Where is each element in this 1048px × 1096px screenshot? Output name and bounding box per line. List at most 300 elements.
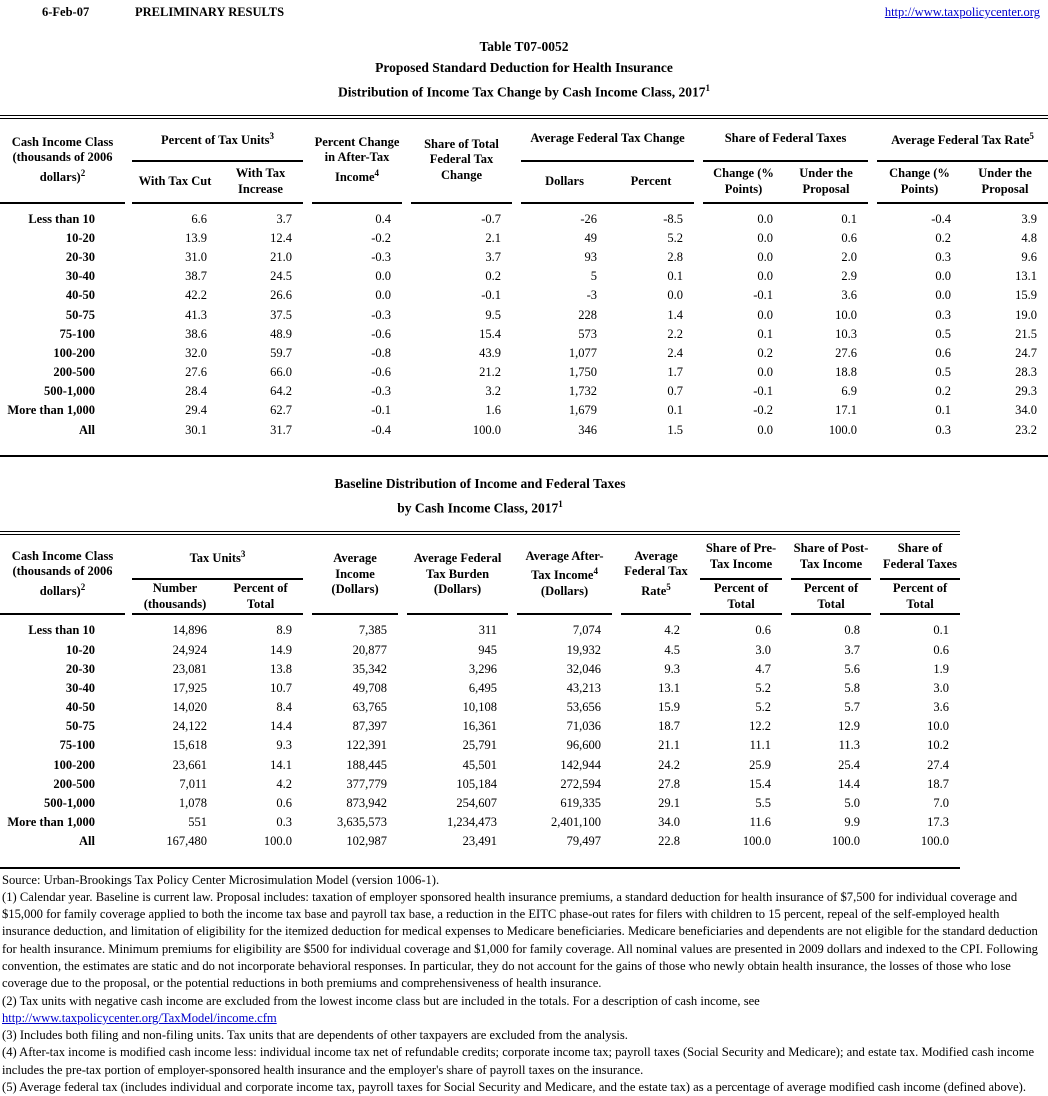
cell-value: 18.7	[621, 717, 691, 736]
cell-value: 14,896	[132, 614, 218, 640]
spacer	[303, 286, 312, 305]
spacer	[512, 382, 521, 401]
spacer	[871, 756, 880, 775]
cell-value: -0.3	[312, 248, 402, 267]
cell-value: 0.6	[700, 614, 782, 640]
spacer	[398, 736, 407, 755]
spacer	[125, 117, 132, 203]
cell-value: 14.4	[218, 717, 303, 736]
spacer	[691, 775, 700, 794]
cell-value: 15.4	[411, 325, 512, 344]
cell-value: 5.6	[791, 660, 871, 679]
cell-value: 9.5	[411, 305, 512, 324]
spacer	[694, 401, 703, 420]
cell-value: 945	[407, 640, 508, 659]
cell-value: 0.3	[218, 813, 303, 832]
cell-value: 0.1	[877, 401, 962, 420]
spacer	[691, 533, 700, 614]
table-row	[0, 717, 960, 736]
spacer	[125, 401, 132, 420]
table-row	[0, 382, 1048, 401]
cell-value: 1,679	[521, 401, 608, 420]
spacer	[402, 421, 411, 440]
cell-value: 7.0	[880, 794, 960, 813]
cell-value: 48.9	[218, 325, 303, 344]
table-row	[0, 640, 960, 659]
cell-value: 23.2	[962, 421, 1048, 440]
cell-value: 24,122	[132, 717, 218, 736]
col-header-change-points: Change (% Points)	[703, 161, 784, 203]
cell-value: 10.7	[218, 679, 303, 698]
cell-value: 30.1	[132, 421, 218, 440]
spacer	[691, 640, 700, 659]
cell-value: 0.1	[784, 203, 868, 229]
cell-value: 26.6	[218, 286, 303, 305]
cell-value: 142,944	[517, 756, 612, 775]
spacer	[508, 660, 517, 679]
cell-value: 10.0	[880, 717, 960, 736]
cell-value: 228	[521, 305, 608, 324]
cell-value: 2,401,100	[517, 813, 612, 832]
cell-value: -0.2	[312, 229, 402, 248]
table-row	[0, 421, 1048, 440]
cell-value: -0.6	[312, 325, 402, 344]
spacer	[612, 533, 621, 614]
cell-value: 0.6	[880, 640, 960, 659]
spacer	[398, 614, 407, 640]
cell-value: 1,750	[521, 363, 608, 382]
table-row	[0, 248, 1048, 267]
spacer	[868, 382, 877, 401]
spacer	[871, 717, 880, 736]
cell-value: 34.0	[621, 813, 691, 832]
cell-value: -0.8	[312, 344, 402, 363]
cell-value: 4.7	[700, 660, 782, 679]
spacer	[402, 117, 411, 203]
spacer	[512, 203, 521, 229]
row-label: 30-40	[0, 679, 125, 698]
row-label: 100-200	[0, 756, 125, 775]
distribution-table	[0, 115, 1048, 457]
spacer	[691, 794, 700, 813]
spacer	[398, 533, 407, 614]
spacer	[694, 229, 703, 248]
cell-value: 5.7	[791, 698, 871, 717]
cell-value: 6.9	[784, 382, 868, 401]
spacer	[871, 736, 880, 755]
cell-value: 12.4	[218, 229, 303, 248]
spacer	[782, 698, 791, 717]
spacer	[125, 305, 132, 324]
cell-value: 31.0	[132, 248, 218, 267]
cell-value: 43,213	[517, 679, 612, 698]
spacer	[125, 267, 132, 286]
cell-value: 35,342	[312, 660, 398, 679]
spacer	[612, 614, 621, 640]
spacer	[402, 344, 411, 363]
cell-value: 14.1	[218, 756, 303, 775]
cell-value: 29.1	[621, 794, 691, 813]
cell-value: 0.0	[312, 267, 402, 286]
spacer	[402, 248, 411, 267]
cell-value: 0.0	[703, 267, 784, 286]
cell-value: 13.1	[621, 679, 691, 698]
spacer	[398, 698, 407, 717]
cell-value: 19.0	[962, 305, 1048, 324]
taxpolicycenter-link[interactable]: http://www.taxpolicycenter.org	[885, 5, 1040, 20]
spacer	[612, 775, 621, 794]
cell-value: -0.6	[312, 363, 402, 382]
spacer	[508, 533, 517, 614]
spacer	[782, 533, 791, 614]
spacer	[402, 325, 411, 344]
cell-value: 573	[521, 325, 608, 344]
cell-value: 9.3	[621, 660, 691, 679]
spacer	[398, 756, 407, 775]
table-subtitle: Distribution of Income Tax Change by Cash Income Class, 2017$^1$	[0, 78, 1048, 103]
cell-value: 2.8	[608, 248, 694, 267]
spacer	[868, 401, 877, 420]
spacer	[125, 794, 132, 813]
cell-value: 9.3	[218, 736, 303, 755]
group-header-tax-units: Tax Units$^3$	[132, 533, 303, 579]
row-label: 500-1,000	[0, 382, 125, 401]
spacer	[782, 717, 791, 736]
table-row	[0, 401, 1048, 420]
col-header-share-total-federal-tax-change: Share of Total Federal Tax Change	[411, 117, 512, 203]
cell-value: 10.3	[784, 325, 868, 344]
spacer	[694, 421, 703, 440]
spacer	[868, 267, 877, 286]
table-row	[0, 286, 1048, 305]
col-header-percent-of-total: Percent of Total	[791, 579, 871, 614]
table-row	[0, 832, 960, 851]
footnote-2-link-line	[2, 1010, 1048, 1027]
spacer	[694, 382, 703, 401]
spacer	[612, 794, 621, 813]
cell-value: 25.4	[791, 756, 871, 775]
title-block	[0, 36, 1048, 103]
cell-value: 41.3	[132, 305, 218, 324]
cell-value: 1.9	[880, 660, 960, 679]
cell-value: 11.1	[700, 736, 782, 755]
cell-value: 100.0	[411, 421, 512, 440]
spacer	[612, 813, 621, 832]
col-header-number-thousands: Number (thousands)	[132, 579, 218, 614]
spacer	[303, 813, 312, 832]
cell-value: -0.7	[411, 203, 512, 229]
table-number-title: Table T07-0052	[0, 36, 1048, 57]
income-definition-link[interactable]: http://www.taxpolicycenter.org/TaxModel/income.cfm	[2, 1011, 277, 1025]
cell-value: 15,618	[132, 736, 218, 755]
spacer	[871, 640, 880, 659]
spacer	[694, 203, 703, 229]
cell-value: 29.4	[132, 401, 218, 420]
spacer	[694, 363, 703, 382]
col-header-percent-of-total: Percent of Total	[700, 579, 782, 614]
spacer	[868, 344, 877, 363]
cell-value: 5.2	[608, 229, 694, 248]
spacer	[125, 775, 132, 794]
cell-value: 2.4	[608, 344, 694, 363]
spacer	[512, 305, 521, 324]
spacer	[868, 203, 877, 229]
spacer	[691, 698, 700, 717]
spacer	[125, 640, 132, 659]
cell-value: 27.6	[132, 363, 218, 382]
spacer	[782, 640, 791, 659]
spacer	[871, 533, 880, 614]
cell-value: -0.1	[703, 382, 784, 401]
bottom-padding-row	[0, 852, 960, 868]
spacer	[694, 344, 703, 363]
cell-value: 38.7	[132, 267, 218, 286]
cell-value: 45,501	[407, 756, 508, 775]
spacer	[303, 775, 312, 794]
row-label: More than 1,000	[0, 401, 125, 420]
spacer	[694, 248, 703, 267]
cell-value: 17,925	[132, 679, 218, 698]
col-header-under-the-proposal: Under the Proposal	[962, 161, 1048, 203]
spacer	[871, 660, 880, 679]
spacer	[398, 832, 407, 851]
cell-value: -0.4	[312, 421, 402, 440]
cell-value: 13.1	[962, 267, 1048, 286]
cell-value: -26	[521, 203, 608, 229]
spacer	[694, 286, 703, 305]
cell-value: 24.7	[962, 344, 1048, 363]
cell-value: 21.1	[621, 736, 691, 755]
group-header-percent-of-tax-units: Percent of Tax Units$^3$	[132, 117, 303, 161]
cell-value: 21.5	[962, 325, 1048, 344]
spacer	[868, 229, 877, 248]
spacer	[691, 660, 700, 679]
spacer	[612, 756, 621, 775]
spacer	[398, 640, 407, 659]
spacer	[512, 325, 521, 344]
cell-value: 5.0	[791, 794, 871, 813]
group-header-share-post-tax-income: Share of Post-Tax Income	[791, 533, 871, 579]
spacer	[508, 640, 517, 659]
spacer	[868, 248, 877, 267]
cell-value: 66.0	[218, 363, 303, 382]
cell-value: 3.2	[411, 382, 512, 401]
table-row	[0, 813, 960, 832]
spacer	[402, 286, 411, 305]
cell-value: 10.0	[784, 305, 868, 324]
cell-value: 24,924	[132, 640, 218, 659]
cell-value: 272,594	[517, 775, 612, 794]
cell-value: 551	[132, 813, 218, 832]
row-label: 20-30	[0, 660, 125, 679]
cell-value: 0.7	[608, 382, 694, 401]
col-header-under-the-proposal: Under the Proposal	[784, 161, 868, 203]
cell-value: 62.7	[218, 401, 303, 420]
cell-value: 0.0	[703, 363, 784, 382]
cell-value: 0.3	[877, 305, 962, 324]
row-label: 75-100	[0, 325, 125, 344]
spacer	[303, 533, 312, 614]
cell-value: 311	[407, 614, 508, 640]
cell-value: 37.5	[218, 305, 303, 324]
cell-value: 188,445	[312, 756, 398, 775]
cell-value: 29.3	[962, 382, 1048, 401]
col-header-percent-of-total: Percent of Total	[880, 579, 960, 614]
cell-value: 4.8	[962, 229, 1048, 248]
cell-value: 619,335	[517, 794, 612, 813]
cell-value: 100.0	[784, 421, 868, 440]
spacer	[508, 813, 517, 832]
spacer	[871, 679, 880, 698]
table-row	[0, 305, 1048, 324]
cell-value: 0.6	[784, 229, 868, 248]
spacer	[871, 698, 880, 717]
cell-value: 1.7	[608, 363, 694, 382]
row-label: 20-30	[0, 248, 125, 267]
cell-value: 59.7	[218, 344, 303, 363]
spacer	[512, 401, 521, 420]
spacer	[125, 533, 132, 614]
group-header-share-of-federal-taxes: Share of Federal Taxes	[703, 117, 868, 161]
table-row	[0, 660, 960, 679]
spacer	[303, 660, 312, 679]
spacer	[694, 267, 703, 286]
spacer	[402, 401, 411, 420]
spacer	[125, 203, 132, 229]
preliminary-results-label: PRELIMINARY RESULTS	[135, 5, 284, 20]
cell-value: 18.8	[784, 363, 868, 382]
cell-value: 2.0	[784, 248, 868, 267]
spacer	[694, 117, 703, 203]
cell-value: -0.1	[312, 401, 402, 420]
cell-value: 0.0	[703, 248, 784, 267]
cell-value: 71,036	[517, 717, 612, 736]
cell-value: 102,987	[312, 832, 398, 851]
cell-value: -3	[521, 286, 608, 305]
group-header-share-federal-taxes: Share of Federal Taxes	[880, 533, 960, 579]
col-header-percent: Percent	[608, 161, 694, 203]
cell-value: 1.6	[411, 401, 512, 420]
cell-value: 0.2	[703, 344, 784, 363]
cell-value: 5.2	[700, 698, 782, 717]
table-row	[0, 344, 1048, 363]
cell-value: 53,656	[517, 698, 612, 717]
spacer	[508, 679, 517, 698]
spacer	[612, 640, 621, 659]
spacer	[402, 267, 411, 286]
cell-value: 0.3	[877, 248, 962, 267]
spacer	[782, 679, 791, 698]
spacer	[871, 832, 880, 851]
spacer	[125, 660, 132, 679]
col-header-average-after-tax-income: Average After-Tax Income$^4$ (Dollars)	[517, 533, 612, 614]
cell-value: 0.0	[608, 286, 694, 305]
row-label: 50-75	[0, 305, 125, 324]
spacer	[303, 248, 312, 267]
spacer	[398, 794, 407, 813]
row-label: Less than 10	[0, 203, 125, 229]
cell-value: 96,600	[517, 736, 612, 755]
cell-value: -0.3	[312, 305, 402, 324]
col-header-average-income: Average Income (Dollars)	[312, 533, 398, 614]
cell-value: 100.0	[880, 832, 960, 851]
row-label: All	[0, 832, 125, 851]
spacer	[125, 717, 132, 736]
cell-value: 17.1	[784, 401, 868, 420]
row-label: 200-500	[0, 363, 125, 382]
cell-value: 15.9	[962, 286, 1048, 305]
cell-value: 22.8	[621, 832, 691, 851]
cell-value: -0.1	[703, 286, 784, 305]
spacer	[402, 229, 411, 248]
spacer	[125, 382, 132, 401]
spacer	[303, 640, 312, 659]
spacer	[402, 305, 411, 324]
row-label: 200-500	[0, 775, 125, 794]
group-header-average-federal-tax-change: Average Federal Tax Change	[521, 117, 694, 161]
cell-value: 4.2	[218, 775, 303, 794]
spacer	[303, 401, 312, 420]
footnote-3: (3) Includes both filing and non-filing units. Tax units that are dependents of other taxpayers are excluded from the analysis.	[2, 1027, 1048, 1044]
spacer	[398, 813, 407, 832]
spacer	[694, 305, 703, 324]
cell-value: 346	[521, 421, 608, 440]
cell-value: 17.3	[880, 813, 960, 832]
spacer	[303, 117, 312, 203]
spacer	[612, 660, 621, 679]
cell-value: 64.2	[218, 382, 303, 401]
cell-value: 15.4	[700, 775, 782, 794]
spacer	[508, 832, 517, 851]
spacer	[691, 736, 700, 755]
spacer	[125, 679, 132, 698]
col-header-with-tax-increase: With Tax Increase	[218, 161, 303, 203]
table-row	[0, 794, 960, 813]
cell-value: 0.2	[877, 382, 962, 401]
table-row	[0, 363, 1048, 382]
cell-value: 7,385	[312, 614, 398, 640]
cell-value: -0.2	[703, 401, 784, 420]
cell-value: 6,495	[407, 679, 508, 698]
cell-value: 10.2	[880, 736, 960, 755]
spacer	[508, 698, 517, 717]
cell-value: 0.0	[312, 286, 402, 305]
cell-value: -0.4	[877, 203, 962, 229]
cell-value: 0.0	[703, 229, 784, 248]
cell-value: 0.2	[411, 267, 512, 286]
cell-value: 12.2	[700, 717, 782, 736]
cell-value: 4.2	[621, 614, 691, 640]
spacer	[303, 756, 312, 775]
cell-value: 24.2	[621, 756, 691, 775]
spacer	[125, 363, 132, 382]
cell-value: 63,765	[312, 698, 398, 717]
cell-value: 32,046	[517, 660, 612, 679]
cell-value: 19,932	[517, 640, 612, 659]
spacer	[782, 775, 791, 794]
cell-value: 21.2	[411, 363, 512, 382]
cell-value: 3.0	[880, 679, 960, 698]
cell-value: 16,361	[407, 717, 508, 736]
cell-value: 100.0	[791, 832, 871, 851]
spacer	[871, 813, 880, 832]
cell-value: 0.0	[703, 203, 784, 229]
spacer	[871, 794, 880, 813]
spacer	[691, 832, 700, 851]
report-date: 6-Feb-07	[42, 5, 135, 20]
spacer	[125, 344, 132, 363]
spacer	[125, 229, 132, 248]
